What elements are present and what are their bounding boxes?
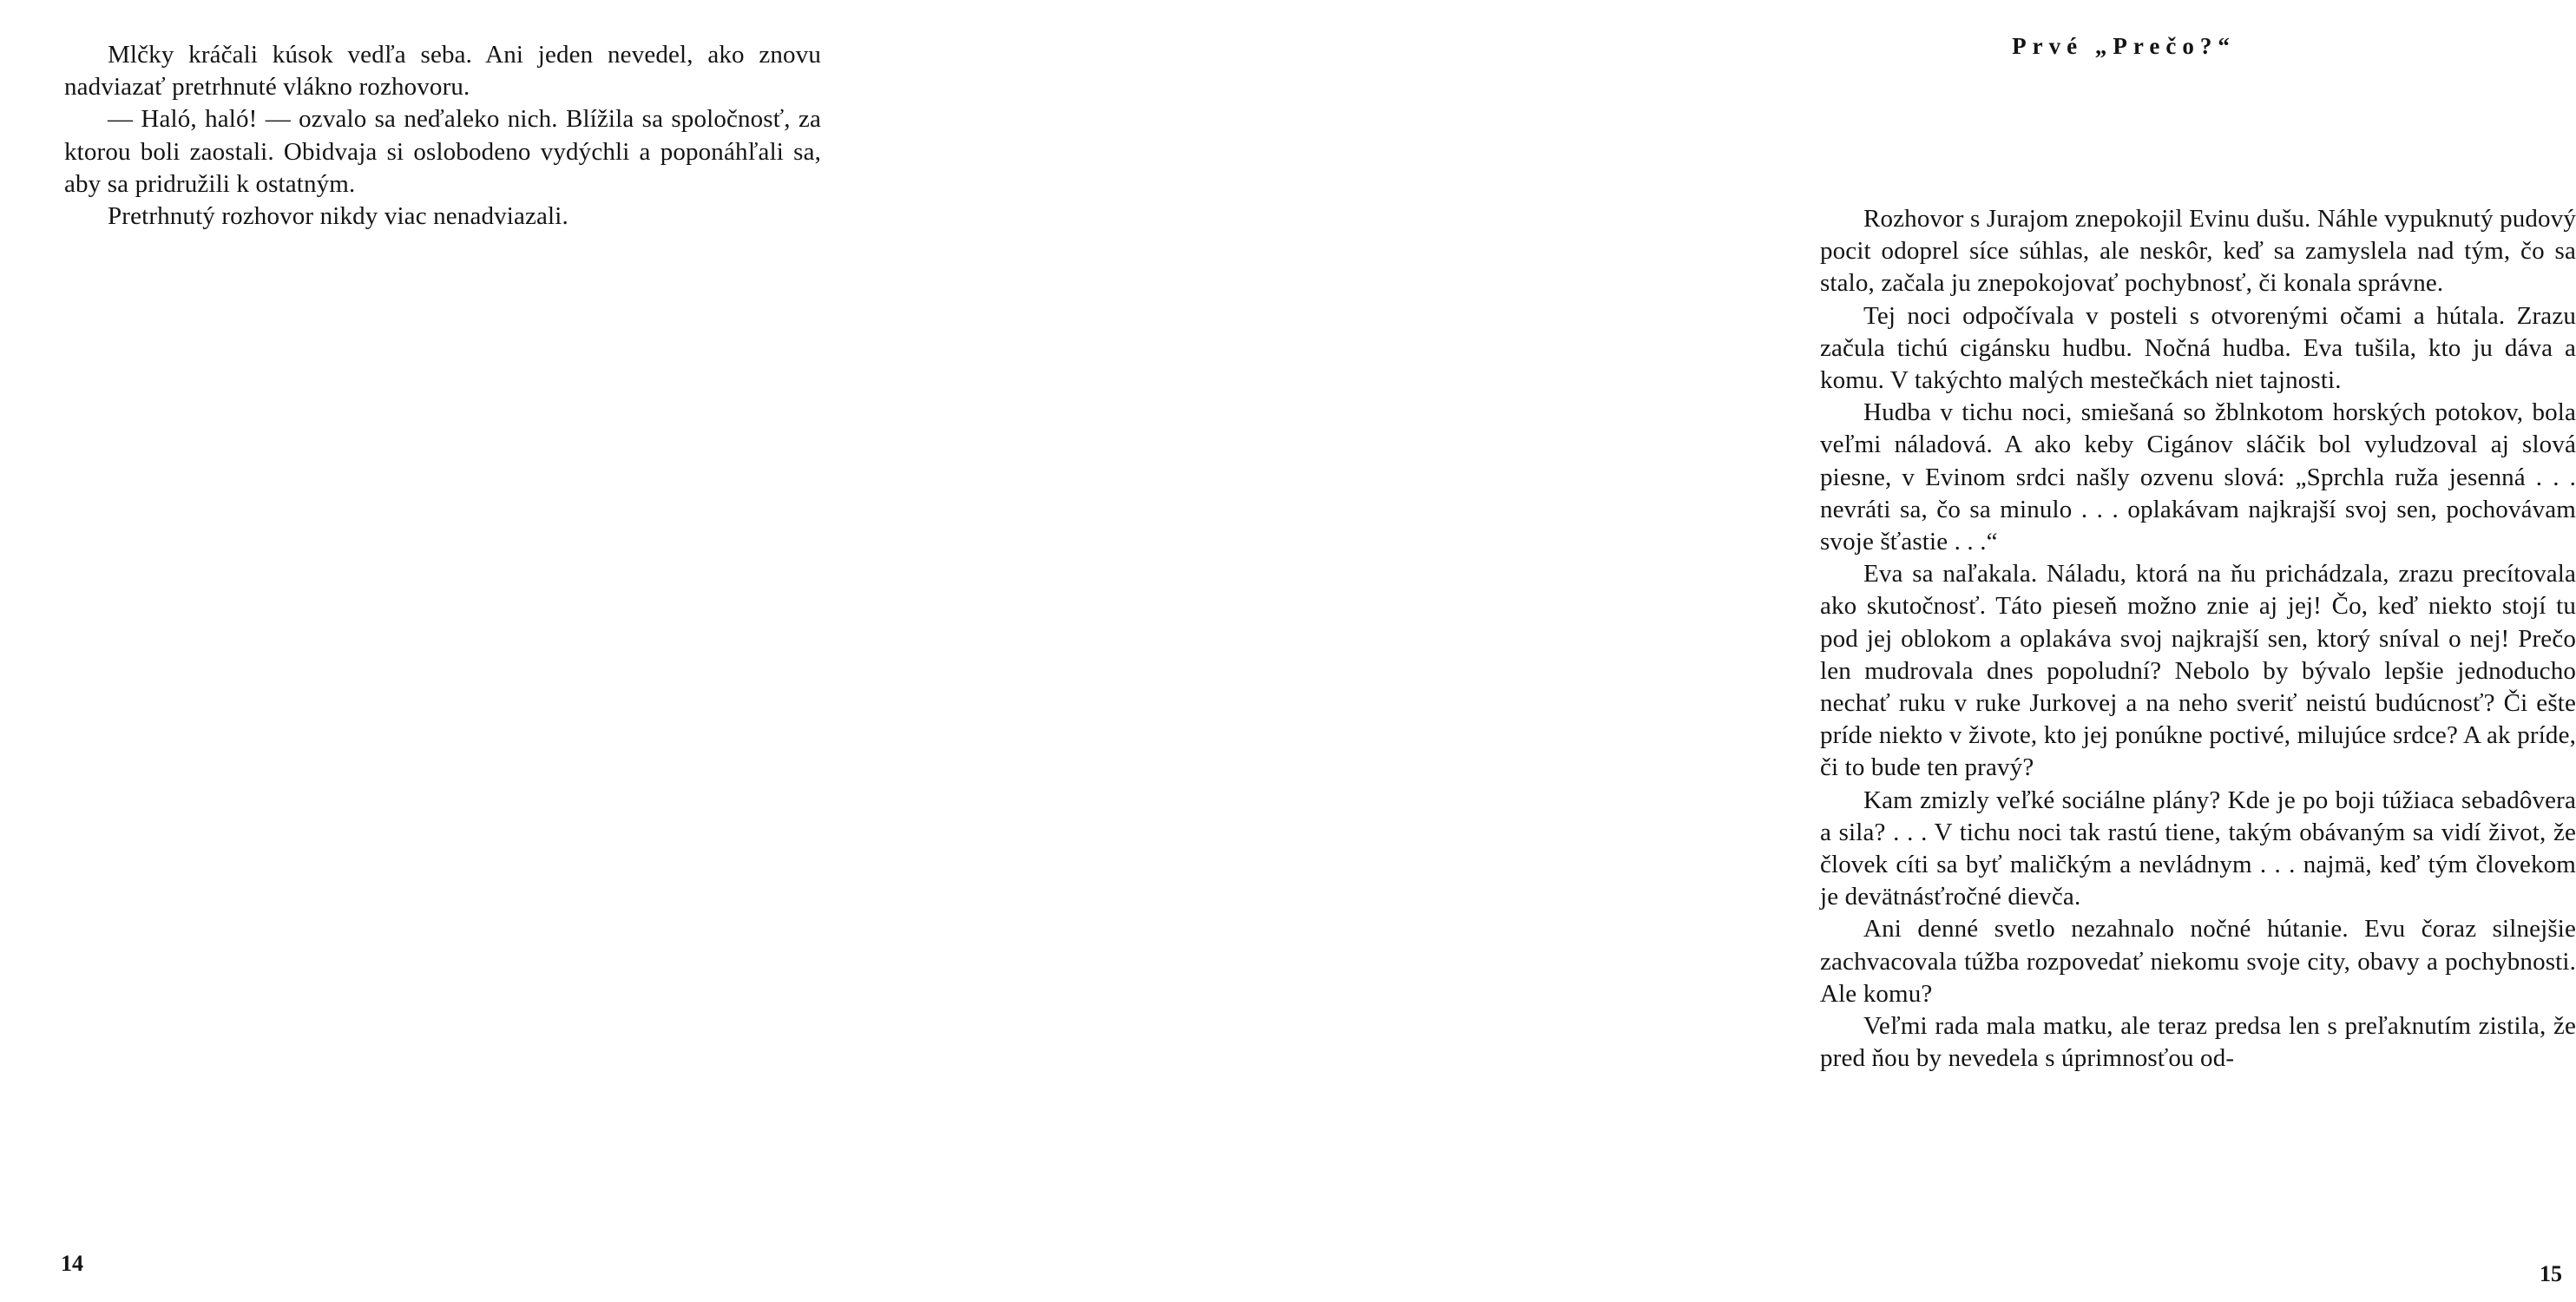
paragraph: Veľmi rada mala matku, ale teraz predsa len s preľaknutím zistila, že pred ňou by nevedela s úprimnosťou od-: [1820, 1012, 2576, 1073]
left-page-text: [64, 39, 821, 233]
paragraph: Rozhovor s Jurajom znepokojil Evinu dušu. Náhle vypuknutý pudový pocit odoprel síce súhlas, ale neskôr, keď sa zamyslela nad tým, čo sa stalo, začala ju znepokojovať pochybnosť, či konala správne.: [1820, 205, 2576, 298]
paragraph: Eva sa naľakala. Náladu, ktorá na ňu prichádzala, zrazu precítovala ako skutočnosť. Táto pieseň možno znie aj jej! Čo, keď niekto stojí tu pod jej oblokom a oplakáva svoj najkrajší sen, ktorý sníval o nej! Prečo len mudrovala dnes popoludní? Nebolo by bývalo lepšie jednoducho nechať ruku v ruke Jurkovej a na neho sveriť neistú budúcnosť? Či ešte príde niekto v živote, kto jej ponúkne poctivé, milujúce srdce? A ak príde, či to bude ten pravý?: [1820, 560, 2576, 782]
paragraph: Pretrhnutý rozhovor nikdy viac nenadviazali.: [108, 202, 568, 231]
page-number-left: 14: [61, 1251, 83, 1276]
paragraph: Hudba v tichu noci, smiešaná so žblnkotom horských potokov, bola veľmi náladová. A ako keby Cigánov sláčik bol vyludzoval aj slová piesne, v Evinom srdci našly ozvenu slová: „Sprchla ruža jesenná . . . nevráti sa, čo sa minulo . . . oplakávam najkrajší svoj sen, pochovávam svoje šťastie . . .“: [1820, 398, 2576, 556]
paragraph: Tej noci odpočívala v posteli s otvorenými očami a hútala. Zrazu začula tichú cigánsku hudbu. Nočná hudba. Eva tušila, kto ju dáva a komu. V takýchto malých mestečkách niet tajnosti.: [1820, 301, 2576, 395]
right-page: [873, 0, 2576, 1302]
paragraph: — Haló, haló! — ozvalo sa neďaleko nich. Blížila sa spoločnosť, za ktorou boli zaostali. Obidvaja si oslobodeno vydýchli a poponáhľali sa, aby sa pridružili k ostatným.: [64, 105, 821, 198]
right-page-text: [1820, 203, 2576, 1075]
page-number-right: 15: [2540, 1261, 2562, 1286]
paragraph: Kam zmizly veľké sociálne plány? Kde je po boji túžiaca sebadôvera a sila? . . . V tichu noci tak rastú tiene, takým obávaným sa vidí život, že človek cíti sa byť maličkým a nevládnym . . . najmä, keď tým človekom je devätnásťročné dievča.: [1820, 786, 2576, 911]
paragraph: Mlčky kráčali kúsok vedľa seba. Ani jeden nevedel, ako znovu nadviazať pretrhnuté vlákno rozhovoru.: [64, 41, 821, 102]
paragraph: Ani denné svetlo nezahnalo nočné hútanie. Evu čoraz silnejšie zachvacovala túžba rozpovedať niekomu svoje city, obavy a pochybnosti. Ale komu?: [1820, 915, 2576, 1008]
left-page: [0, 0, 873, 1302]
chapter-title: Prvé „Prečo?“: [2012, 33, 2236, 59]
